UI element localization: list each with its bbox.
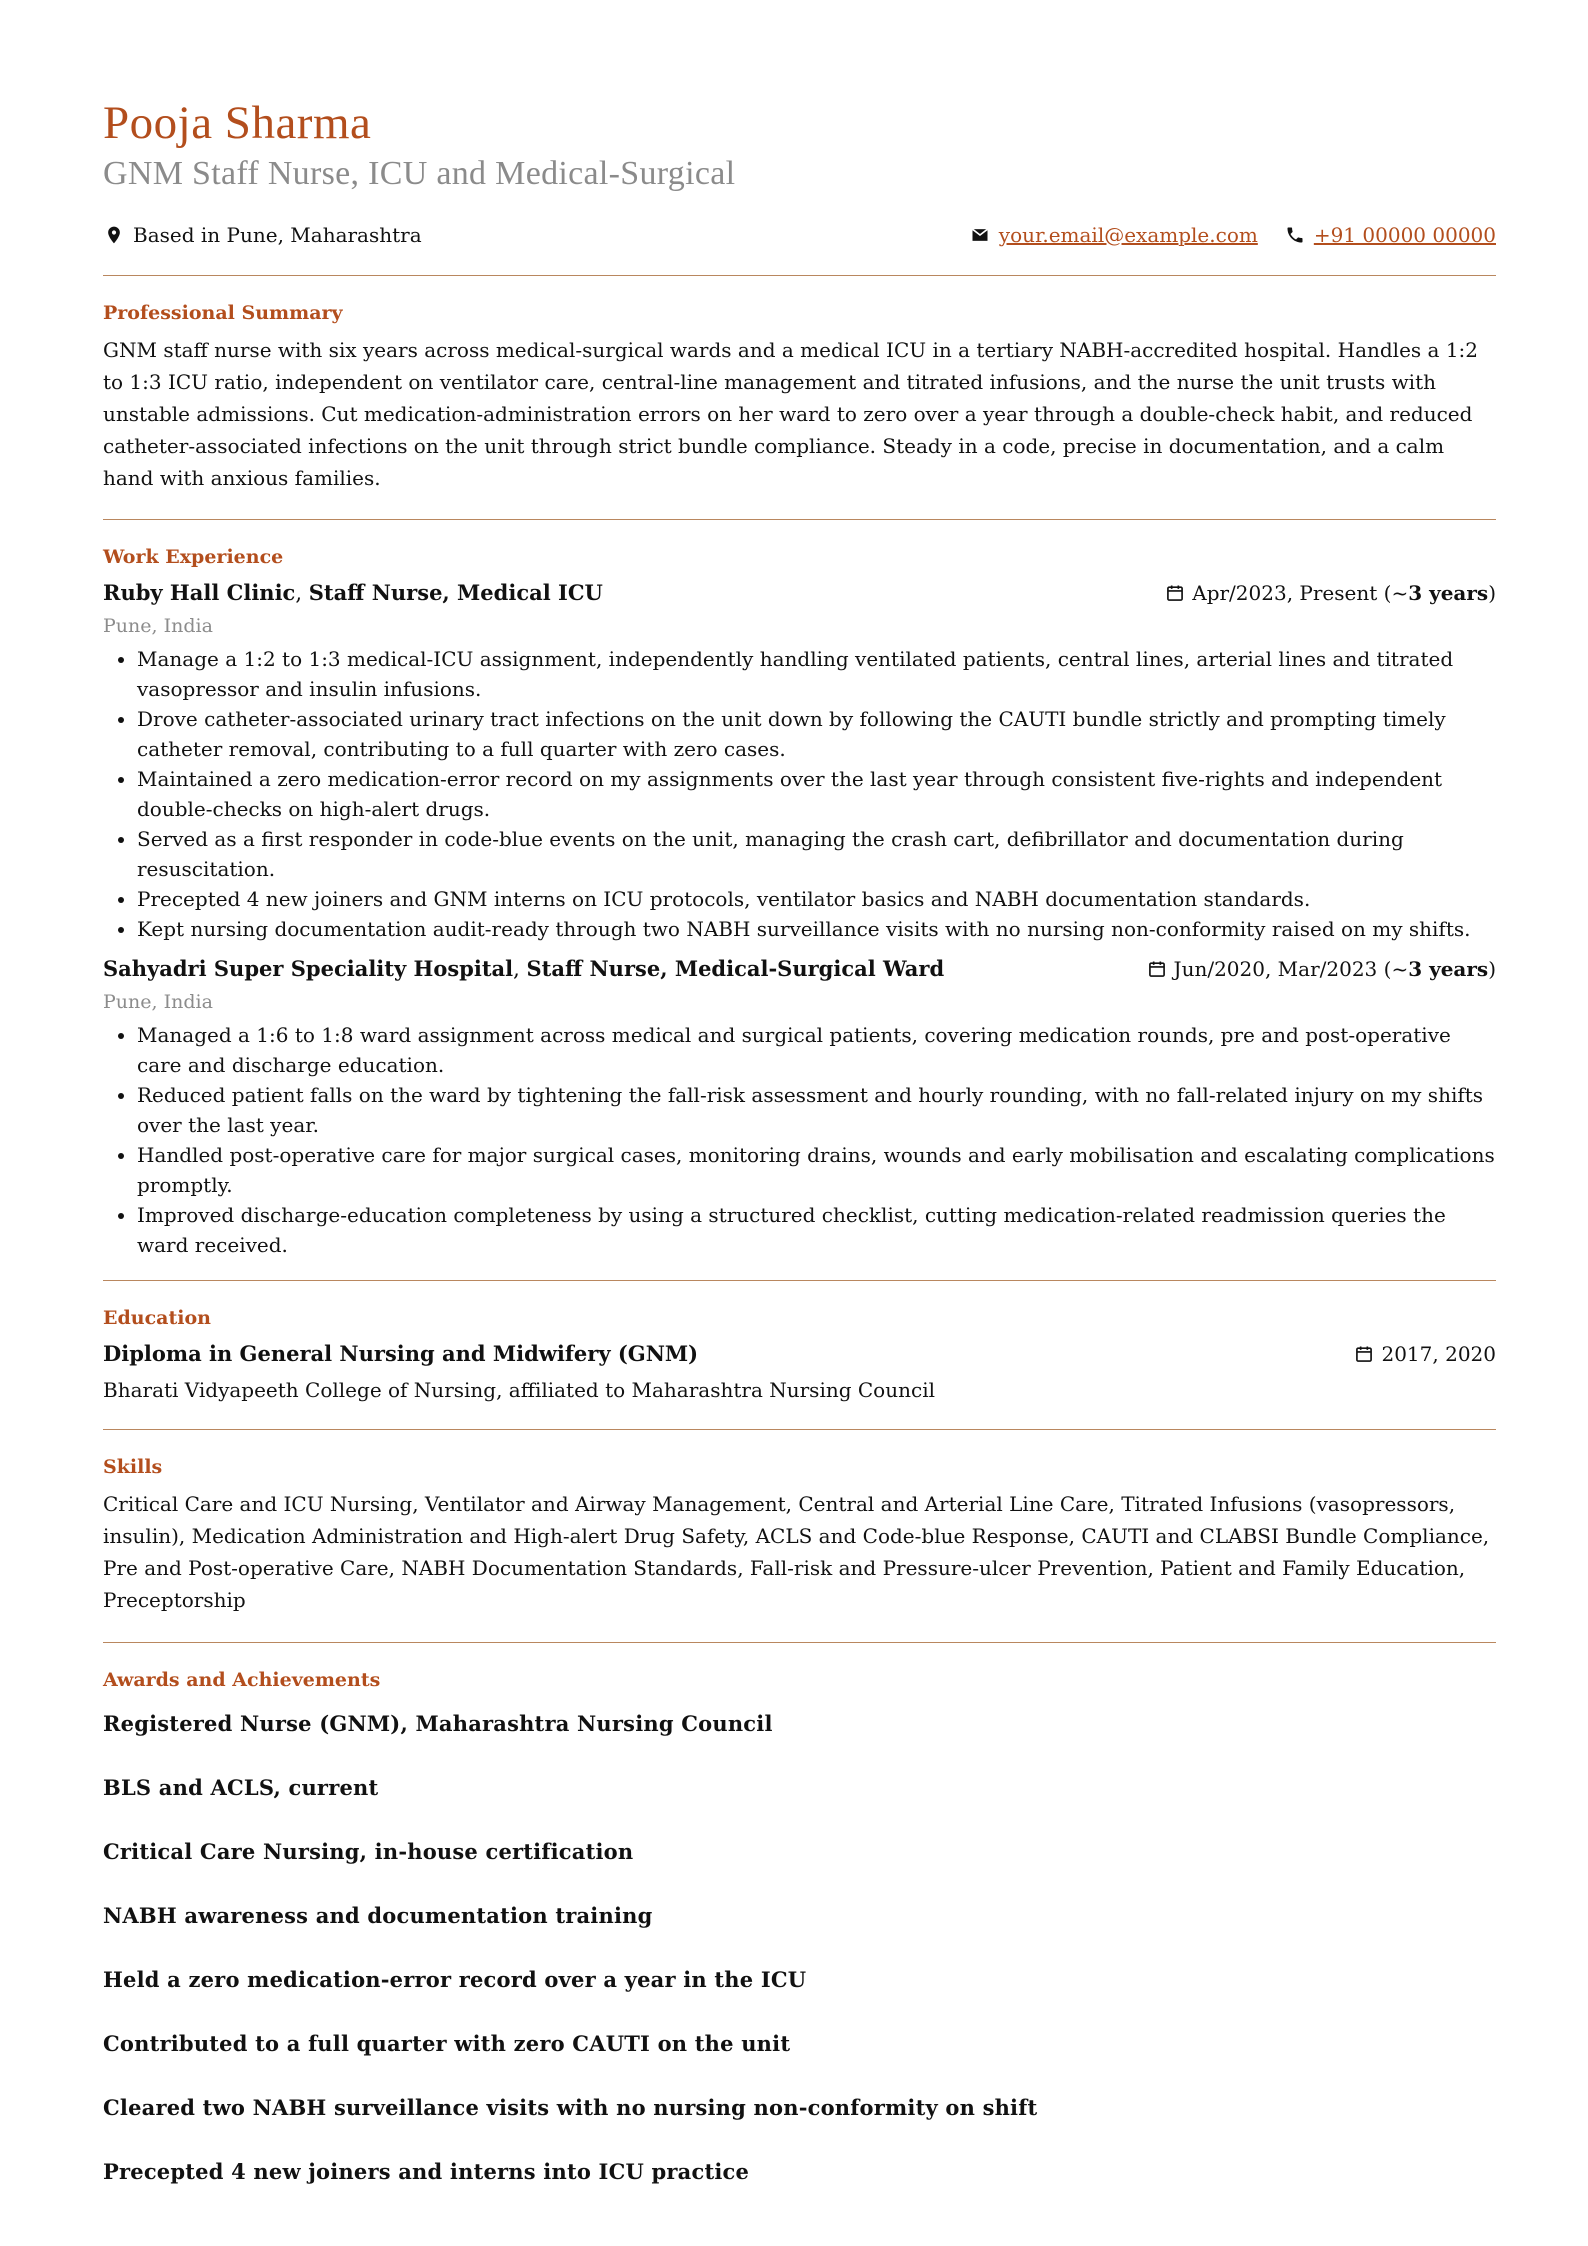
job-entry [103, 954, 1496, 1260]
job-header [103, 954, 1496, 984]
list-item: • Reduced patient falls on the ward by tightening the fall-risk assessment and hourly rounding, with no fall-related injury on my shifts over the last year. [137, 1080, 1496, 1140]
envelope-icon [969, 224, 991, 246]
job-location: Pune, India [103, 614, 213, 637]
skills-text: Critical Care and ICU Nursing, Ventilator and Airway Management, Central and Arterial Line Care, Titrated Infusions (vasopressors, insulin), Medication Administration and High-alert Drug Safety, ACLS and Code-blue Response, CAUTI and CLABSI Bundle Compliance, Pre and Post-operative Care, NABH Documentation Standards, Fall-risk and Pressure-ulcer Prevention, Patient and Family Education, Preceptorship [103, 1491, 1490, 1612]
candidate-name: Pooja Sharma [103, 97, 372, 149]
email-link[interactable]: your.email@example.com [998, 222, 1258, 247]
education-header [103, 1339, 1496, 1369]
employer-name: Sahyadri Super Speciality Hospital [103, 955, 514, 981]
job-bullets [103, 644, 1496, 944]
phone-icon [1284, 224, 1306, 246]
job-dates [1164, 578, 1496, 608]
awards-section [103, 1643, 1496, 2187]
contact-location [103, 223, 422, 247]
section-title-awards: Awards and Achievements [103, 1668, 381, 1691]
candidate-headline: GNM Staff Nurse, ICU and Medical-Surgical [103, 154, 736, 192]
job-title: Ruby Hall Clinic, Staff Nurse, Medical ICU [103, 579, 603, 605]
employer-name: Ruby Hall Clinic [103, 579, 296, 605]
job-role: Staff Nurse, Medical ICU [308, 579, 603, 605]
list-item: • Served as a first responder in code-blue events on the unit, managing the crash cart, defibrillator and documentation during resuscitation. [137, 824, 1496, 884]
award-item: Critical Care Nursing, in-house certification [103, 1838, 634, 1864]
section-title-education: Education [103, 1306, 211, 1329]
section-title-experience: Work Experience [103, 545, 284, 568]
list-item: • Manage a 1:2 to 1:3 medical-ICU assignment, independently handling ventilated patients, central lines, arterial lines and titrated vasopressor and insulin infusions. [137, 644, 1496, 704]
list-item: • Precepted 4 new joiners and GNM interns on ICU protocols, ventilator basics and NABH documentation standards. [137, 884, 1496, 914]
award-item: Contributed to a full quarter with zero CAUTI on the unit [103, 2030, 791, 2056]
contact-links [969, 223, 1496, 247]
contact-email [969, 223, 1258, 247]
job-title: Sahyadri Super Speciality Hospital, Staff Nurse, Medical-Surgical Ward [103, 955, 945, 981]
summary-section [103, 276, 1496, 519]
date-range: Jun/2020, Mar/2023 (~ [1173, 956, 1409, 981]
calendar-icon [1164, 582, 1186, 604]
job-location: Pune, India [103, 990, 213, 1013]
job-header [103, 578, 1496, 608]
job-entry [103, 578, 1496, 944]
award-item: Precepted 4 new joiners and interns into ICU practice [103, 2158, 750, 2184]
list-item: • Handled post-operative care for major surgical cases, monitoring drains, wounds and early mobilisation and escalating complications promptly. [137, 1140, 1496, 1200]
list-item: • Managed a 1:6 to 1:8 ward assignment across medical and surgical patients, covering medication rounds, pre and post-operative care and discharge education. [137, 1020, 1496, 1080]
phone-link[interactable]: +91 00000 00000 [1313, 222, 1496, 247]
calendar-icon [1353, 1343, 1375, 1365]
contact-phone [1284, 223, 1496, 247]
location-text: Based in Pune, Maharashtra [133, 222, 422, 247]
job-role: Staff Nurse, Medical-Surgical Ward [526, 955, 945, 981]
degree-name: Diploma in General Nursing and Midwifery (GNM) [103, 1340, 699, 1366]
calendar-icon [1146, 958, 1168, 980]
job-bullets [103, 1020, 1496, 1260]
list-item: • Kept nursing documentation audit-ready through two NABH surveillance visits with no nursing non-conformity raised on my shifts. [137, 914, 1496, 944]
award-item: Held a zero medication-error record over a year in the ICU [103, 1966, 807, 1992]
duration: 3 years [1408, 580, 1489, 605]
education-dates [1353, 1339, 1496, 1369]
education-section [103, 1281, 1496, 1429]
summary-text: GNM staff nurse with six years across medical-surgical wards and a medical ICU in a tertiary NABH-accredited hospital. Handles a 1:2 to 1:3 ICU ratio, independent on ventilator care, central-line management and titrated infusions, and the nurse the unit trusts with unstable admissions. Cut medication-administration errors on her ward to zero over a year through a double-check habit, and reduced catheter-associated infections on the unit through strict bundle compliance. Steady in a code, precise in documentation, and a calm hand with anxious families. [103, 337, 1478, 490]
date-range: Apr/2023, Present (~ [1192, 580, 1409, 605]
institution-name: Bharati Vidyapeeth College of Nursing, affiliated to Maharashtra Nursing Council [103, 1377, 935, 1402]
award-item: Cleared two NABH surveillance visits with no nursing non-conformity on shift [103, 2094, 1038, 2120]
award-item: Registered Nurse (GNM), Maharashtra Nursing Council [103, 1710, 773, 1736]
section-title-summary: Professional Summary [103, 301, 343, 324]
contact-row [103, 223, 1496, 247]
experience-section [103, 520, 1496, 1280]
list-item: • Drove catheter-associated urinary tract infections on the unit down by following the CAUTI bundle strictly and prompting timely catheter removal, contributing to a full quarter with zero cases. [137, 704, 1496, 764]
list-item: • Maintained a zero medication-error record on my assignments over the last year through consistent five-rights and independent double-checks on high-alert drugs. [137, 764, 1496, 824]
award-item: NABH awareness and documentation training [103, 1902, 653, 1928]
section-title-skills: Skills [103, 1455, 163, 1478]
duration: 3 years [1408, 956, 1489, 981]
date-range: 2017, 2020 [1381, 1341, 1496, 1366]
date-close: ) [1488, 580, 1496, 605]
list-item: • Improved discharge-education completeness by using a structured checklist, cutting medication-related readmission queries the ward received. [137, 1200, 1496, 1260]
award-item: BLS and ACLS, current [103, 1774, 379, 1800]
skills-section [103, 1430, 1496, 1642]
map-pin-icon [103, 224, 125, 246]
job-dates [1146, 954, 1496, 984]
date-close: ) [1488, 956, 1496, 981]
resume-header [103, 98, 1496, 247]
